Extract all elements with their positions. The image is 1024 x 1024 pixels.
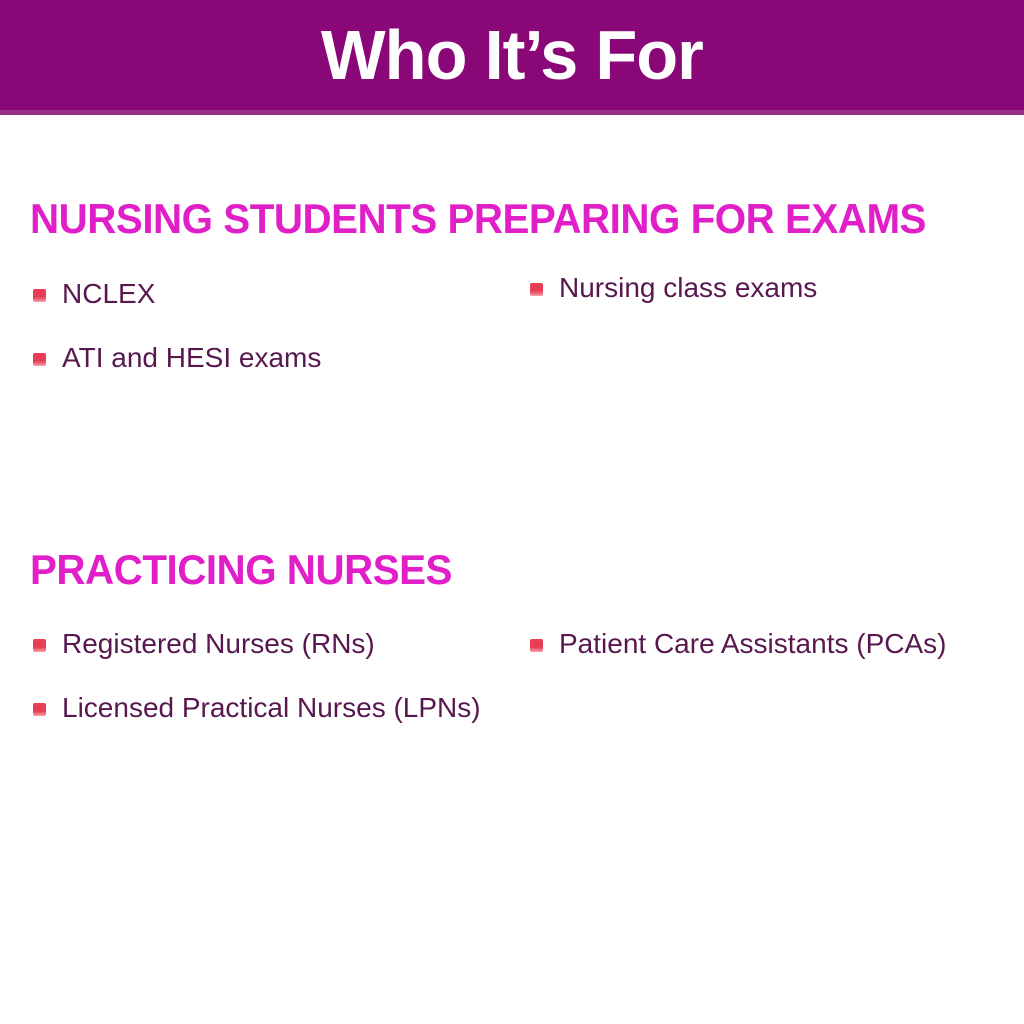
square-bullet-icon bbox=[530, 283, 543, 296]
list-item bbox=[33, 628, 375, 660]
header-banner bbox=[0, 0, 1024, 115]
square-bullet-icon bbox=[33, 703, 46, 716]
section-heading-nursing-students: NURSING STUDENTS PREPARING FOR EXAMS bbox=[30, 195, 926, 242]
page-title: Who It’s For bbox=[320, 16, 703, 94]
section-heading-practicing-nurses: PRACTICING NURSES bbox=[30, 546, 452, 593]
list-item bbox=[33, 278, 155, 310]
list-item bbox=[33, 342, 321, 374]
list-item-label: NCLEX bbox=[62, 278, 156, 309]
square-bullet-icon bbox=[530, 639, 543, 652]
list-item bbox=[530, 272, 817, 304]
square-bullet-icon bbox=[33, 353, 46, 366]
square-bullet-icon bbox=[33, 289, 46, 302]
list-item bbox=[33, 692, 481, 724]
list-item bbox=[530, 628, 946, 660]
list-item-label: Licensed Practical Nurses (LPNs) bbox=[62, 692, 481, 723]
list-item-label: ATI and HESI exams bbox=[62, 342, 322, 373]
list-item-label: Nursing class exams bbox=[559, 272, 818, 303]
list-item-label: Patient Care Assistants (PCAs) bbox=[559, 628, 947, 659]
list-item-label: Registered Nurses (RNs) bbox=[62, 628, 375, 659]
square-bullet-icon bbox=[33, 639, 46, 652]
